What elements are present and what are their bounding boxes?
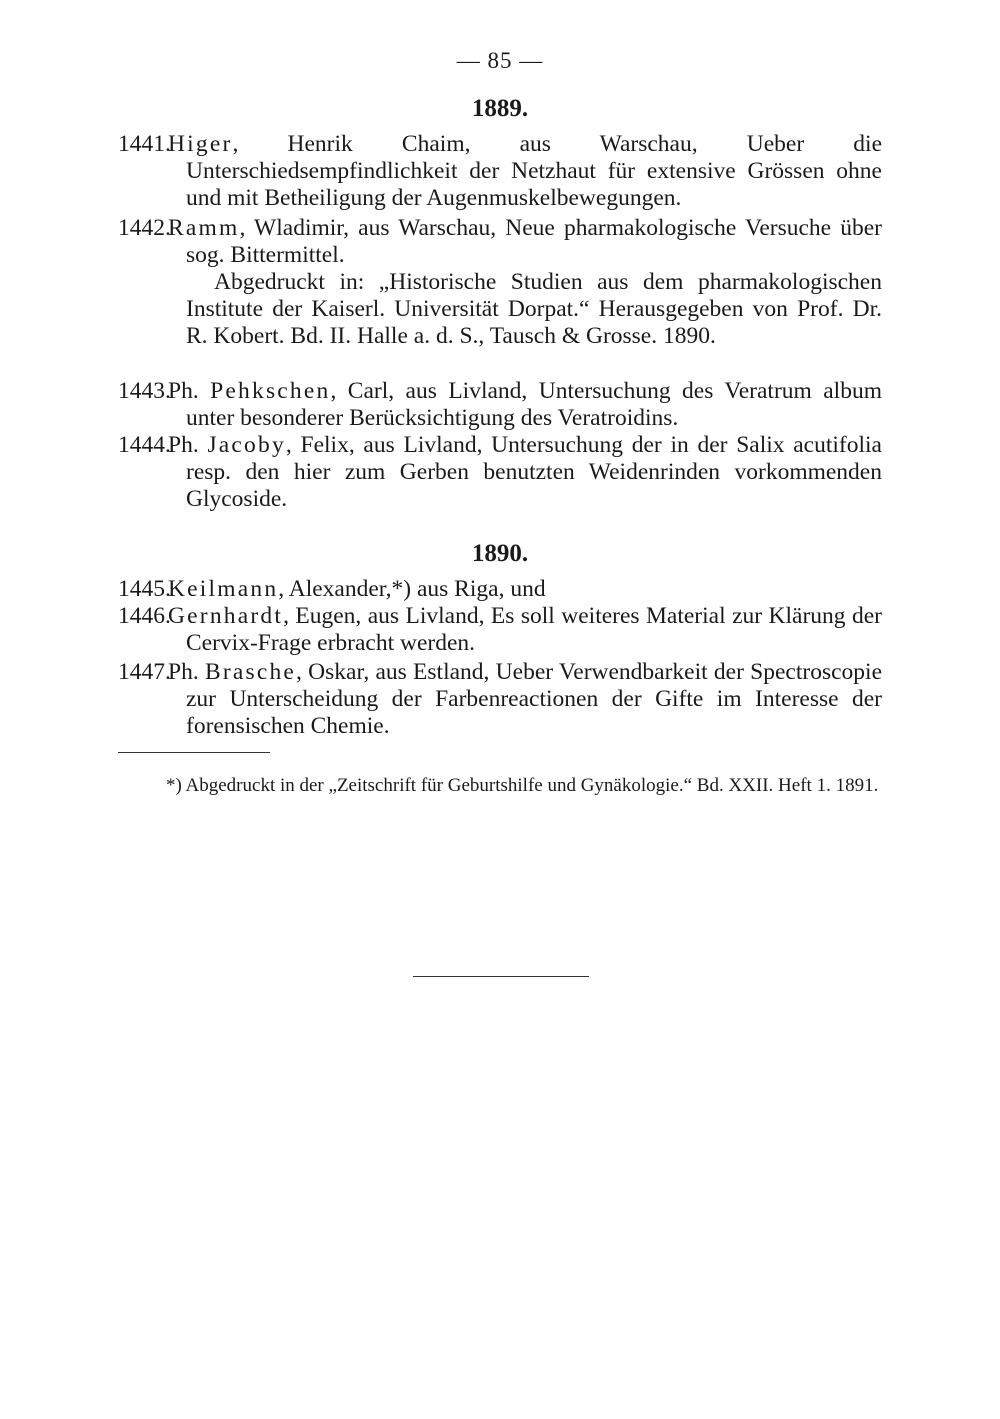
entry-number: 1444. xyxy=(118,432,171,458)
entry-prefix: Ph. xyxy=(168,659,205,685)
footnote xyxy=(118,775,882,797)
entry-1445 xyxy=(118,576,882,603)
entry-1443 xyxy=(118,378,882,432)
entry-author: Pehkschen xyxy=(210,378,331,404)
entry-number: 1445. xyxy=(118,576,171,602)
entry-author: Jacoby xyxy=(207,432,286,458)
entry-number: 1443. xyxy=(118,378,171,404)
entry-number: 1446. xyxy=(118,603,171,629)
entry-number: 1447. xyxy=(118,659,171,685)
entry-text: , Henrik Chaim, aus Warschau, Ueber die Unterschiedsempfindlichkeit der Netzhaut für extensive Grössen ohne und mit Betheiligung der Augenmuskelbewegungen. xyxy=(186,131,882,211)
entry-1442 xyxy=(118,215,882,350)
entry-text: , Carl, aus Livland, Untersuchung des Veratrum album unter besonderer Berücksichtigung des Veratroidins. xyxy=(186,378,882,431)
entry-text: , Felix, aus Livland, Untersuchung der in der Salix acutifolia resp. den hier zum Gerben benutzten Weidenrinden vorkommenden Glycoside. xyxy=(186,432,882,512)
entry-author: Gernhardt xyxy=(168,603,284,629)
footnote-text: *) Abgedruckt in der „Zeitschrift für Geburtshilfe und Gynäkologie.“ Bd. XXII. Heft 1. 1891. xyxy=(166,775,879,796)
entry-1446 xyxy=(118,603,882,657)
entry-text: , Eugen, aus Livland, Es soll weiteres Material zur Klärung der Cervix-Frage erbracht werden. xyxy=(186,603,882,656)
end-rule xyxy=(413,976,589,977)
entry-1447 xyxy=(118,659,882,740)
entry-prefix: Ph. xyxy=(168,378,211,404)
footnote-separator xyxy=(118,752,270,753)
page-number: — 85 — xyxy=(456,48,544,73)
entry-text: , Oskar, aus Estland, Ueber Verwendbarkeit der Spectroscopie zur Unterscheidung der Farbenreactionen der Gifte im Interesse der forensischen Chemie. xyxy=(186,659,882,739)
section-year-1890: 1890. xyxy=(471,540,529,567)
entry-text: , Wladimir, aus Warschau, Neue pharmakologische Versuche über sog. Bittermittel. xyxy=(186,215,882,268)
entry-author: Higer xyxy=(168,131,233,157)
entry-author: Brasche xyxy=(204,659,297,685)
entry-number: 1442. xyxy=(118,215,171,241)
entry-author: Keilmann xyxy=(168,576,279,602)
entry-1441 xyxy=(118,131,882,212)
entry-1444 xyxy=(118,432,882,513)
entry-publication-note: Abgedruckt in: „Historische Studien aus dem pharmakologischen Institute der Kaiserl. Universität Dorpat.“ Herausgegeben von Prof. Dr. R. Kobert. Bd. II. Halle a. d. S., Tausch & Grosse. 1890. xyxy=(186,269,882,349)
entry-author: Ramm xyxy=(168,215,240,241)
entry-number: 1441. xyxy=(118,131,171,157)
entry-prefix: Ph. xyxy=(168,432,208,458)
section-year-1889: 1889. xyxy=(471,95,529,122)
entry-text: , Alexander,*) aus Riga, und xyxy=(278,576,546,602)
